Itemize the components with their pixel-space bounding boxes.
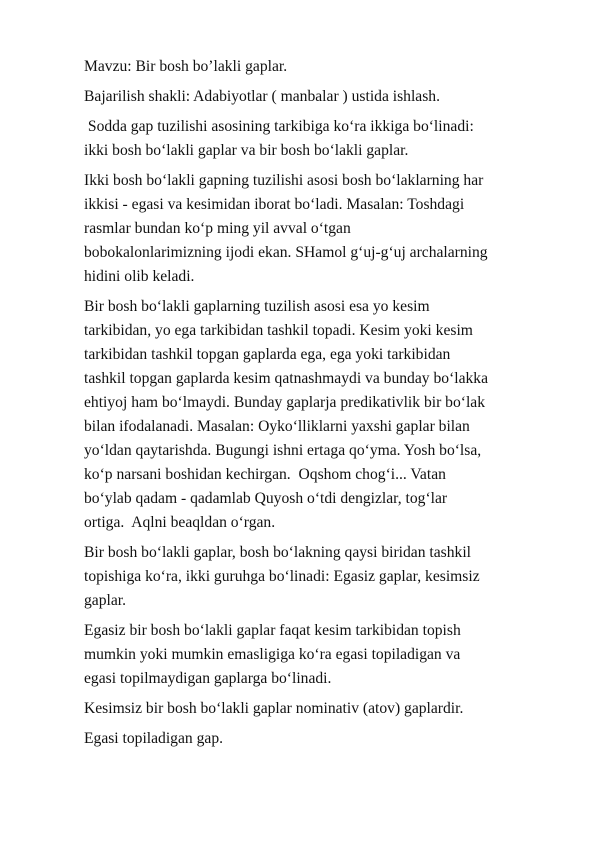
body-paragraph [84,541,534,613]
text-line: yo‘ldan qaytarishda. Bugungi ishni ertaga qo‘yma. Yosh bo‘lsa, [84,442,482,459]
text-line: tarkibidan, yo ega tarkibidan tashkil topadi. Kesim yoki kesim [84,322,473,339]
text-line: egasi topilmaydigan gaplarga bo‘linadi. [84,670,332,687]
body-paragraph [84,115,534,163]
text-line: Bir bosh bo‘lakli gaplar, bosh bo‘lakning qaysi biridan tashkil [84,544,471,561]
text-line: rasmlar bundan ko‘p ming yil avval o‘tgan [84,220,351,237]
body-paragraph [84,727,534,751]
text-line: gaplar. [84,592,126,609]
text-line: ortiga. Aqlni beaqldan o‘rgan. [84,514,276,531]
text-line: Ikki bosh bo‘lakli gapning tuzilishi asosi bosh bo‘laklarning har [84,172,484,189]
text-line: mumkin yoki mumkin emasligiga ko‘ra egasi topiladigan va [84,646,461,663]
text-line: topishiga ko‘ra, ikki guruhga bo‘linadi: Egasiz gaplar, kesimsiz [84,568,480,585]
text-line: ikkisi - egasi va kesimidan iborat bo‘ladi. Masalan: Toshdagi [84,196,465,213]
text-line: tarkibidan tashkil topgan gaplarda ega, ega yoki tarkibidan [84,346,451,363]
body-paragraph [84,697,534,721]
method-paragraph [84,85,534,109]
topic-paragraph [84,55,534,79]
text-line: Bir bosh bo‘lakli gaplarning tuzilish asosi esa yo kesim [84,298,430,315]
text-line: Mavzu: Bir bosh bo’lakli gaplar. [84,58,288,75]
text-line: Bajarilish shakli: Adabiyotlar ( manbalar ) ustida ishlash. [84,88,440,105]
text-line: Egasi topiladigan gap. [84,730,224,747]
text-line: ehtiyoj ham bo‘lmaydi. Bunday gaplarja predikativlik bir bo‘lak [84,394,486,411]
text-line: bobokalonlarimizning ijodi ekan. SHamol g‘uj-g‘uj archalarning [84,244,488,261]
text-line: Sodda gap tuzilishi asosining tarkibiga ko‘ra ikkiga bo‘linadi: [84,118,474,135]
text-line: ko‘p narsani boshidan kechirgan. Oqshom chog‘i... Vatan [84,466,446,483]
body-paragraph [84,169,534,289]
text-line: Kesimsiz bir bosh bo‘lakli gaplar nominativ (atov) gaplardir. [84,700,464,717]
body-paragraph [84,619,534,691]
text-line: bo‘ylab qadam - qadamlab Quyosh o‘tdi dengizlar, tog‘lar [84,490,448,507]
body-paragraph [84,295,534,535]
text-line: hidini olib keladi. [84,268,195,285]
text-line: bilan ifodalanadi. Masalan: Oyko‘lliklarni yaxshi gaplar bilan [84,418,470,435]
text-line: Egasiz bir bosh bo‘lakli gaplar faqat kesim tarkibidan topish [84,622,461,639]
text-line: ikki bosh bo‘lakli gaplar va bir bosh bo‘lakli gaplar. [84,142,409,159]
text-line: tashkil topgan gaplarda kesim qatnashmaydi va bunday bo‘lakka [84,370,489,387]
